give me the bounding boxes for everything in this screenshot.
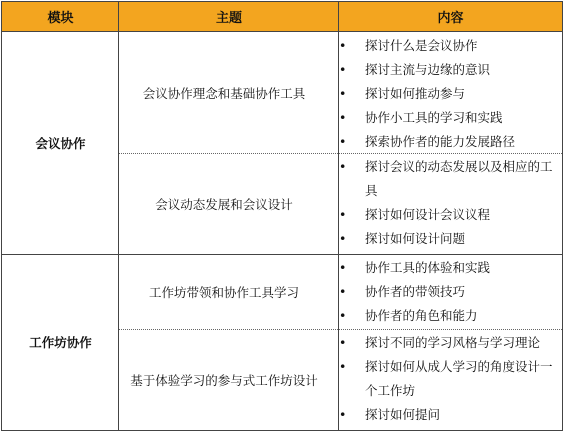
content-cell — [339, 34, 561, 154]
content-cell — [339, 331, 561, 427]
content-item: • 探讨会议的动态发展以及相应的工具 — [339, 155, 561, 203]
content-item: • 探讨如何从成人学习的角度设计一个工作坊 — [339, 355, 561, 403]
content-cell — [339, 155, 561, 251]
topic-cell: 会议协作理念和基础协作工具 — [142, 85, 306, 101]
header-module: 模块 — [2, 2, 119, 32]
module-cell: 会议协作 — [35, 136, 86, 151]
topic-cell: 会议动态发展和会议设计 — [155, 196, 293, 212]
header-topic: 主题 — [119, 2, 339, 32]
content-item: • 协作工具的体验和实践 — [339, 256, 561, 280]
content-item: • 探讨什么是会议协作 — [339, 34, 561, 58]
content-item: • 协作者的带领技巧 — [339, 280, 561, 304]
content-item: • 探讨如何推动参与 — [339, 82, 561, 106]
content-item: • 探讨如何设计问题 — [339, 227, 561, 251]
topic-cell: 工作坊带领和协作工具学习 — [148, 284, 299, 300]
content-item: • 探讨不同的学习风格与学习理论 — [339, 331, 561, 355]
curriculum-table — [1, 1, 563, 431]
content-cell — [339, 256, 561, 328]
content-item: • 探索协作者的能力发展路径 — [339, 130, 561, 154]
content-item: • 协作小工具的学习和实践 — [339, 106, 561, 130]
content-item: • 探讨如何设计会议议程 — [339, 203, 561, 227]
content-item: • 探讨如何提问 — [339, 403, 561, 427]
topic-cell: 基于体验学习的参与式工作坊设计 — [130, 372, 318, 388]
module-cell: 工作坊协作 — [29, 335, 92, 350]
content-item: • 探讨主流与边缘的意识 — [339, 58, 561, 82]
content-item: • 协作者的角色和能力 — [339, 304, 561, 328]
header-content: 内容 — [339, 2, 562, 32]
